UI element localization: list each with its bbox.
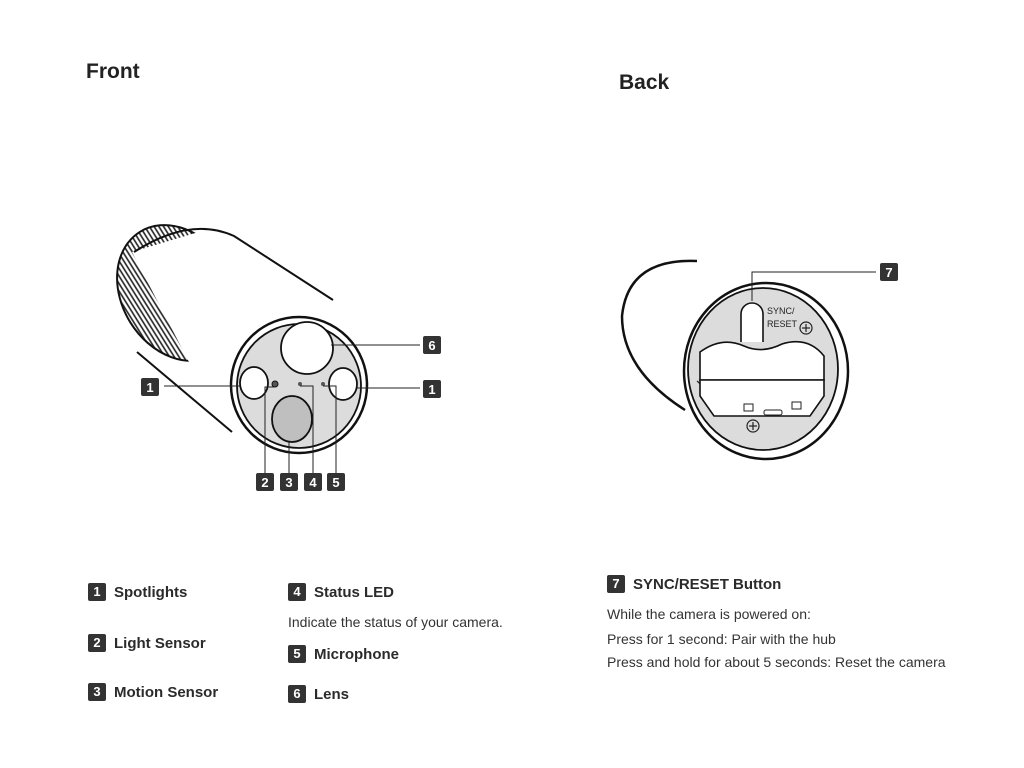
- legend-label: Lens: [314, 685, 350, 703]
- callout-6: [423, 336, 441, 354]
- spotlight-left: [240, 367, 268, 399]
- callout-4: [304, 473, 322, 491]
- legend-badge: 4: [288, 583, 306, 601]
- sync-reset-line3-action: Press and hold for about 5 seconds:: [607, 654, 832, 670]
- legend-badge: 1: [88, 583, 106, 601]
- svg-text:1: 1: [146, 380, 154, 395]
- battery-body: [700, 380, 824, 416]
- legend-badge: 5: [288, 645, 306, 663]
- svg-text:5: 5: [332, 475, 340, 490]
- legend-microphone: [288, 645, 399, 663]
- callout-2: [256, 473, 274, 491]
- svg-text:3: 3: [285, 475, 293, 490]
- legend-spotlights: [88, 583, 187, 601]
- legend-label: Motion Sensor: [114, 683, 219, 701]
- legend-lens: [288, 685, 349, 703]
- legend-label: Light Sensor: [114, 634, 206, 652]
- front-camera: [92, 202, 441, 491]
- legend-sync-reset: [607, 575, 781, 593]
- svg-text:7: 7: [885, 265, 893, 280]
- legend-label: Microphone: [314, 645, 399, 663]
- legend-badge: 7: [607, 575, 625, 593]
- svg-text:6: 6: [428, 338, 436, 353]
- callout-5: [327, 473, 345, 491]
- front-heading: Front: [86, 60, 140, 83]
- callout-3: [280, 473, 298, 491]
- legend-motion-sensor: [88, 683, 218, 701]
- callout-1-left: [141, 378, 159, 396]
- sync-reset-line1: While the camera is powered on:: [607, 606, 811, 622]
- lens: [281, 322, 333, 374]
- status-led-description: Indicate the status of your camera.: [288, 614, 503, 630]
- sync-reset-line3-result: Reset the camera: [831, 654, 946, 670]
- spotlight-right: [329, 368, 357, 400]
- legend-label: SYNC/RESET Button: [633, 575, 782, 593]
- sync-label-line1: SYNC/: [767, 306, 795, 316]
- sync-reset-line2: [607, 631, 836, 647]
- microphone: [321, 382, 325, 386]
- sync-reset-line2-result: Pair with the hub: [727, 631, 836, 647]
- svg-text:4: 4: [309, 475, 317, 490]
- legend-light-sensor: [88, 634, 206, 652]
- callout-1-right: [423, 380, 441, 398]
- legend-badge: 6: [288, 685, 306, 703]
- legend-status-led: [288, 583, 394, 601]
- svg-text:1: 1: [428, 382, 436, 397]
- svg-text:2: 2: [261, 475, 269, 490]
- legend-badge: 2: [88, 634, 106, 652]
- sync-label-line2: RESET: [767, 319, 798, 329]
- sync-reset-line2-action: Press for 1 second:: [607, 631, 728, 647]
- sync-reset-line3: [607, 654, 946, 670]
- usb-port-icon: [764, 410, 782, 415]
- callout-7: [880, 263, 898, 281]
- legend-badge: 3: [88, 683, 106, 701]
- legend-label: Spotlights: [114, 583, 188, 601]
- status-led: [298, 382, 302, 386]
- back-heading: Back: [619, 71, 670, 94]
- back-camera: [622, 261, 898, 459]
- legend-label: Status LED: [314, 583, 395, 601]
- motion-sensor: [272, 396, 312, 442]
- light-sensor: [272, 381, 278, 387]
- sync-reset-button: [741, 303, 763, 342]
